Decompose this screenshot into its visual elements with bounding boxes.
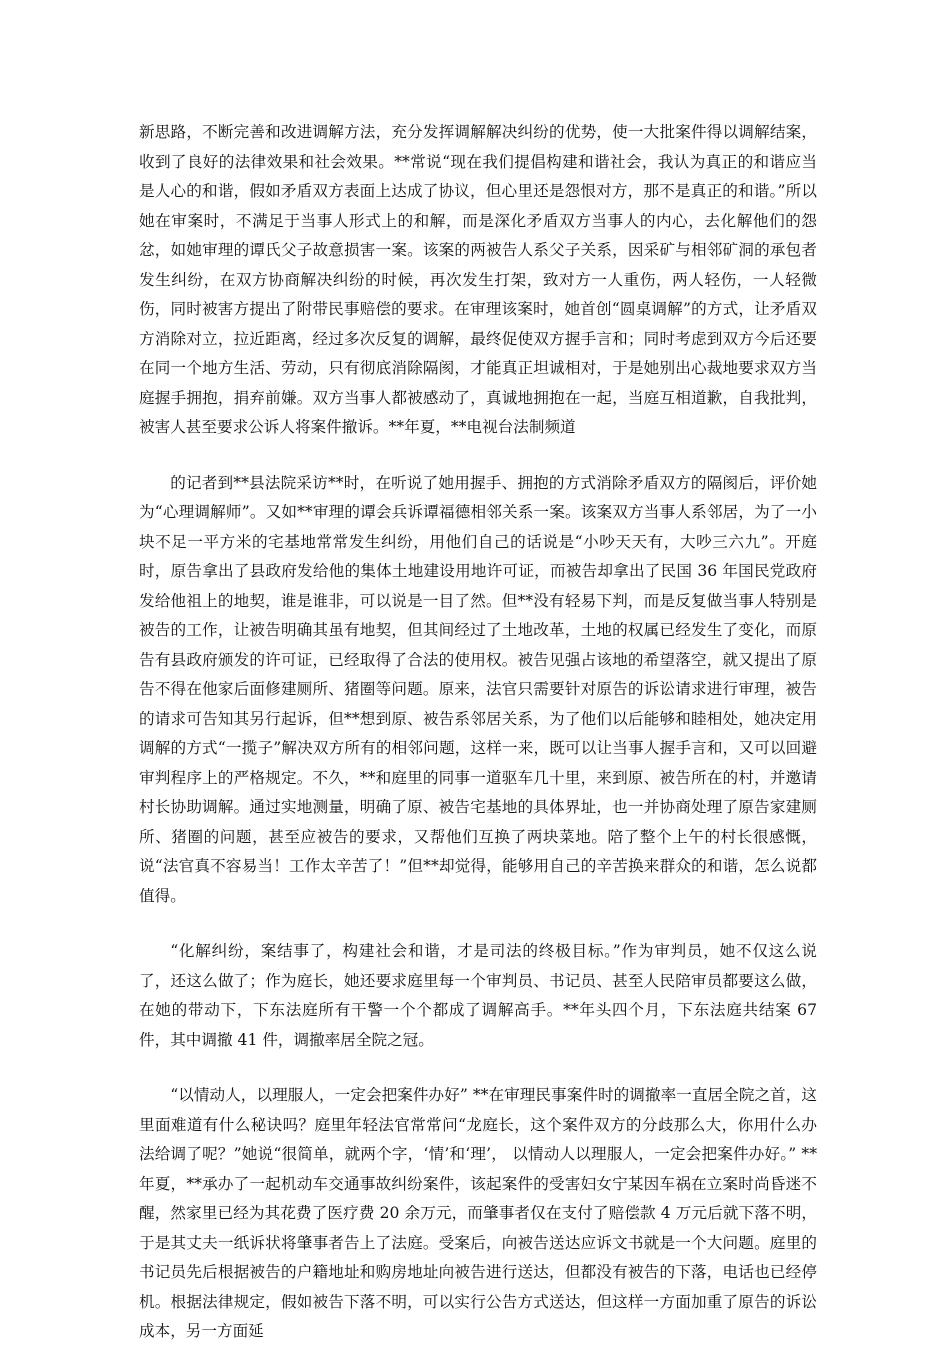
paragraph-4: “以情动人，以理服人，一定会把案件办好” **在审理民事案件时的调撤率一直居全院之首，这里面难道有什么秘诀吗？庭里年轻法官常常问“龙庭长，这个案件双方的分歧那么大，你用什么办法给调了呢？”她说“很简单，就两个字，‘情’和‘理’， 以情动人以理服人，一定会把案件办好。” **年夏，**承办了一起机动车交通事故纠纷案件，该起案件的受害妇女宁某因车祸在立案时尚昏迷不醒，然家里已经为其花费了医疗费 20 余万元，而肇事者仅在支付了赔偿款 4 万元后就下落不明，于是其丈夫一纸诉状将肇事者告上了法庭。受案后，向被告送达应诉文书就是一个大问题。庭里的书记员先后根据被告的户籍地址和购房地址向被告进行送达，但都没有被告的下落，电话也已经停机。根据法律规定，假如被告下落不明，可以实行公告方式送达，但这样一方面加重了原告的诉讼成本，另一方面延	[139, 1086, 817, 1340]
paragraph-3: “化解纠纷，案结事了，构建社会和谐，才是司法的终极目标。”作为审判员，她不仅这么说了，还这么做了；作为庭长，她还要求庭里每一个审判员、书记员、甚至人民陪审员都要这么做，在她的带动下，下东法庭所有干警一个个都成了调解高手。**年头四个月，下东法庭共结案 67 件，其中调撤 41 件，调撤率居全院之冠。	[139, 942, 817, 1049]
paragraph-gap	[139, 911, 817, 937]
paragraph-2: 的记者到**县法院采访**时，在听说了她用握手、拥抱的方式消除矛盾双方的隔阂后，评价她为“心理调解师”。又如**审理的谭会兵诉谭福德相邻关系一案。该案双方当事人系邻居，为了一小块不足一平方米的宅基地常常发生纠纷，用他们自己的话说是“小吵天天有，大吵三六九”。开庭时，原告拿出了县政府发给他的集体土地建设用地许可证，而被告却拿出了民国 36 年国民党政府发给他祖上的地契，谁是谁非，可以说是一目了然。但**没有轻易下判，而是反复做当事人特别是被告的工作，让被告明确其虽有地契，但其间经过了土地改革，土地的权属已经发生了变化，而原告有县政府颁发的许可证，已经取得了合法的使用权。被告见强占该地的希望落空，就又提出了原告不得在他家后面修建厕所、猪圈等问题。原来，法官只需要针对原告的诉讼请求进行审理，被告的请求可告知其另行起诉，但**想到原、被告系邻居关系，为了他们以后能够和睦相处，她决定用调解的方式“一揽子”解决双方所有的相邻问题，这样一来，既可以让当事人握手言和，又可以回避审判程序上的严格规定。不久，**和庭里的同事一道驱车几十里，来到原、被告所在的村，并邀请村长协助调解。通过实地测量，明确了原、被告宅基地的具体界址，也一并协商处理了原告家建厕所、猪圈的问题，甚至应被告的要求，又帮他们互换了两块菜地。陪了整个上午的村长很感慨，说“法官真不容易当！工作太辛苦了！”但**却觉得，能够用自己的辛苦换来群众的和谐，怎么说都值得。	[139, 473, 817, 905]
paragraph-1: 新思路，不断完善和改进调解方法，充分发挥调解解决纠纷的优势，使一大批案件得以调解结案，收到了良好的法律效果和社会效果。**常说“现在我们提倡构建和谐社会，我认为真正的和谐应当是人心的和谐，假如矛盾双方表面上达成了协议，但心里还是怨恨对方，那不是真正的和谐。”所以她在审案时，不满足于当事人形式上的和解，而是深化矛盾双方当事人的内心，去化解他们的怨忿，如她审理的谭氏父子故意损害一案。该案的两被告人系父子关系，因采矿与相邻矿洞的承包者发生纠纷，在双方协商解决纠纷的时候，再次发生打架，致对方一人重伤，两人轻伤，一人轻微伤，同时被害方提出了附带民事赔偿的要求。在审理该案时，她首创“圆桌调解”的方式，让矛盾双方消除对立，拉近距离，经过多次反复的调解，最终促使双方握手言和；同时考虑到双方今后还要在同一个地方生活、劳动，只有彻底消除隔阂，才能真正坦诚相对，于是她别出心裁地要求双方当庭握手拥抱，捐弃前嫌。双方当事人都被感动了，真诚地拥抱在一起，当庭互相道歉，自我批判，被害人甚至要求公诉人将案件撤诉。**年夏，**电视台法制频道	[139, 123, 817, 436]
paragraph-gap	[139, 443, 817, 469]
paragraph-gap	[139, 1055, 817, 1081]
document-body	[139, 118, 817, 1347]
